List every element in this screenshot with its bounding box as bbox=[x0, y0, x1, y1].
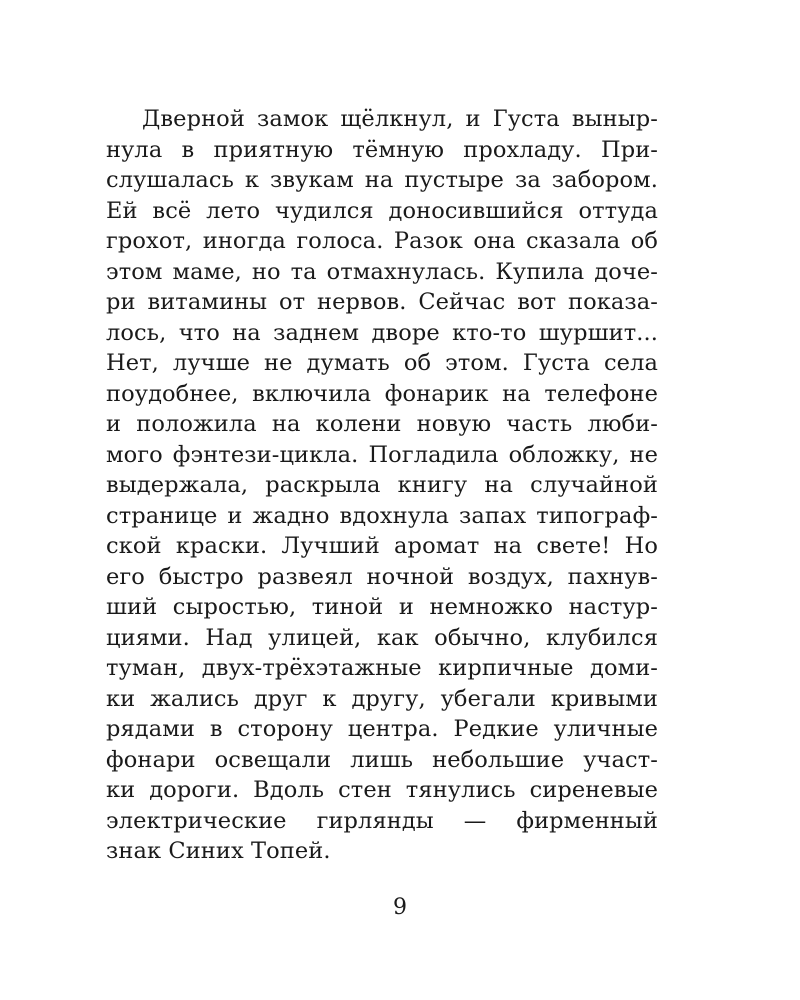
paragraph-line: этом маме, но та отмахнулась. Купила доче- bbox=[106, 258, 658, 285]
paragraph-line: фонари освещали лишь небольшие участ- bbox=[106, 746, 658, 773]
paragraph-line: ки жались друг к другу, убегали кривыми bbox=[106, 685, 658, 712]
paragraph-line: мого фэнтези-цикла. Погладила обложку, не bbox=[106, 441, 658, 468]
paragraph-line: рядами в сторону центра. Редкие уличные bbox=[106, 716, 658, 742]
paragraph-line: нула в приятную тёмную прохладу. При- bbox=[106, 136, 658, 163]
paragraph-line: ший сыростью, тиной и немножко настур- bbox=[106, 594, 658, 620]
paragraph-line: электрические гирлянды — фирменный bbox=[106, 807, 658, 834]
paragraph-line: ской краски. Лучший аромат на свете! Но bbox=[106, 533, 658, 559]
paragraph-line: Ей всё лето чудился доносившийся оттуда bbox=[106, 197, 658, 224]
paragraph-line: туман, двух-трёхэтажные кирпичные доми- bbox=[106, 655, 658, 681]
paragraph-line: знак Синих Топей. bbox=[106, 838, 331, 864]
paragraph-line: лось, что на заднем дворе кто-то шуршит... bbox=[106, 319, 658, 346]
paragraph-line: слушалась к звукам на пустыре за забором. bbox=[106, 167, 658, 193]
paragraph-line: поудобнее, включила фонарик на телефоне bbox=[106, 380, 658, 407]
paragraph-line: странице и жадно вдохнула запах типограф- bbox=[106, 502, 658, 529]
paragraph-line: Дверной замок щёлкнул, и Густа выныр- bbox=[142, 106, 658, 132]
paragraph-line: ри витамины от нервов. Сейчас вот показа- bbox=[106, 289, 658, 315]
paragraph-line: грохот, иногда голоса. Разок она сказала об bbox=[106, 228, 658, 254]
body-paragraph bbox=[106, 104, 658, 867]
paragraph-line: Нет, лучше не думать об этом. Густа села bbox=[106, 350, 658, 376]
page-number: 9 bbox=[393, 895, 407, 920]
paragraph-line: его быстро развеял ночной воздух, пахнув- bbox=[106, 563, 658, 590]
paragraph-line: и положила на колени новую часть люби- bbox=[106, 411, 658, 437]
paragraph-line: ки дороги. Вдоль стен тянулись сиреневые bbox=[106, 777, 658, 803]
paragraph-line: циями. Над улицей, как обычно, клубился bbox=[106, 624, 658, 651]
paragraph-line: выдержала, раскрыла книгу на случайной bbox=[106, 472, 658, 498]
